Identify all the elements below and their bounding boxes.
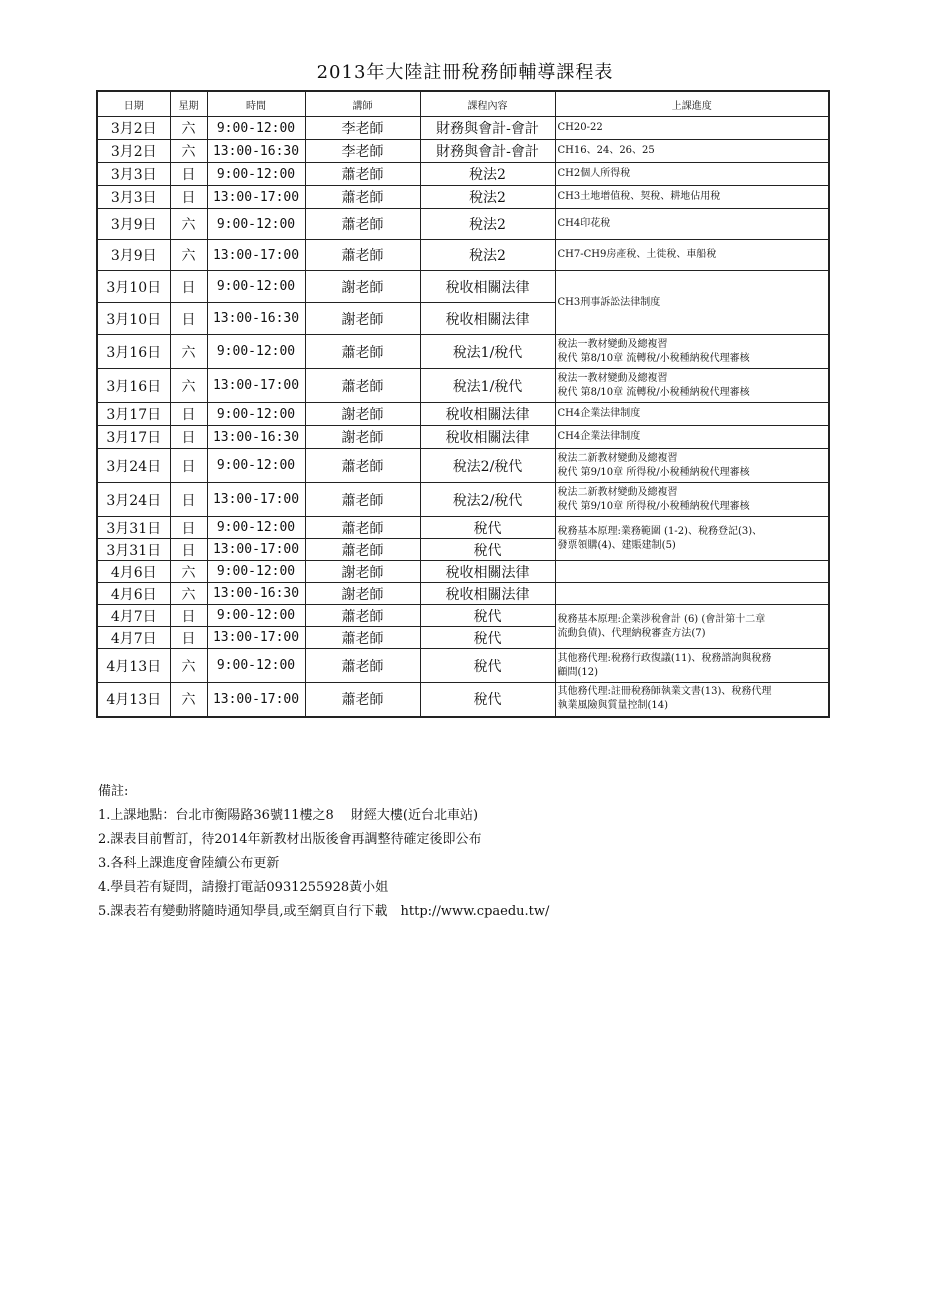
cell-time: 13:00-17:00 [207, 186, 305, 209]
table-row [97, 369, 829, 403]
page-title: 2013年大陸註冊稅務師輔導課程表 [316, 62, 614, 83]
table-row [97, 426, 829, 449]
cell-progress [555, 426, 829, 449]
cell-course: 稅法2/稅代 [420, 449, 555, 483]
cell-date: 3月24日 [97, 449, 170, 483]
progress-line: 稅法二新教材變動及總複習 [557, 486, 678, 498]
cell-progress [555, 163, 829, 186]
cell-course: 稅收相關法律 [420, 271, 555, 303]
progress-line: 其他務代理:註冊稅務師執業文書(13)、稅務代理 [557, 686, 772, 698]
header-time: 時間 [207, 91, 305, 117]
cell-time: 9:00-12:00 [207, 271, 305, 303]
table-row [97, 335, 829, 369]
cell-date: 3月9日 [97, 209, 170, 240]
cell-date: 3月3日 [97, 186, 170, 209]
cell-date: 3月16日 [97, 369, 170, 403]
cell-weekday: 六 [170, 335, 207, 369]
cell-time: 13:00-17:00 [207, 539, 305, 561]
cell-date: 4月13日 [97, 649, 170, 683]
cell-date: 3月24日 [97, 483, 170, 517]
cell-date: 3月31日 [97, 539, 170, 561]
cell-teacher: 蕭老師 [305, 335, 420, 369]
cell-date: 3月2日 [97, 117, 170, 140]
cell-weekday: 六 [170, 240, 207, 271]
progress-line: 發票領購(4)、建賬建制(5) [557, 539, 676, 551]
cell-weekday: 日 [170, 163, 207, 186]
header-course: 課程內容 [420, 91, 555, 117]
notes-section [98, 780, 549, 924]
note-item: 1.上課地點：台北市衡陽路36號11樓之8 財經大樓(近台北車站) [98, 808, 479, 823]
cell-weekday: 六 [170, 583, 207, 605]
cell-progress-empty [555, 583, 829, 605]
cell-time: 9:00-12:00 [207, 335, 305, 369]
cell-course: 稅法2 [420, 209, 555, 240]
header-date: 日期 [97, 91, 170, 117]
cell-course: 稅收相關法律 [420, 561, 555, 583]
progress-line: 稅代 第9/10章 所得稅/小稅種納稅代理審核 [557, 466, 750, 478]
notes-heading: 備註: [98, 784, 129, 799]
cell-weekday: 日 [170, 627, 207, 649]
table-row [97, 271, 829, 303]
cell-course: 財務與會計-會計 [420, 140, 555, 163]
cell-teacher: 謝老師 [305, 303, 420, 335]
cell-date: 4月6日 [97, 583, 170, 605]
table-row [97, 163, 829, 186]
cell-time: 9:00-12:00 [207, 449, 305, 483]
cell-teacher: 謝老師 [305, 271, 420, 303]
cell-weekday: 六 [170, 649, 207, 683]
table-row [97, 186, 829, 209]
cell-time: 13:00-17:00 [207, 683, 305, 717]
cell-time: 13:00-17:00 [207, 240, 305, 271]
cell-weekday: 日 [170, 449, 207, 483]
cell-time: 13:00-16:30 [207, 583, 305, 605]
table-row [97, 649, 829, 683]
cell-course: 稅收相關法律 [420, 403, 555, 426]
cell-weekday: 日 [170, 426, 207, 449]
progress-line: 執業風險與質量控制(14) [557, 700, 669, 712]
cell-progress [555, 271, 829, 335]
cell-time: 9:00-12:00 [207, 163, 305, 186]
progress-line: 稅代 第8/10章 流轉稅/小稅種納稅代理審核 [557, 386, 750, 398]
cell-teacher: 蕭老師 [305, 449, 420, 483]
cell-teacher: 謝老師 [305, 426, 420, 449]
cell-weekday: 日 [170, 539, 207, 561]
progress-line: CH20-22 [557, 122, 603, 133]
cell-weekday: 六 [170, 683, 207, 717]
table-row [97, 240, 829, 271]
cell-teacher: 蕭老師 [305, 683, 420, 717]
progress-line: 稅代 第9/10章 所得稅/小稅種納稅代理審核 [557, 500, 750, 512]
table-row [97, 209, 829, 240]
cell-teacher: 蕭老師 [305, 209, 420, 240]
cell-weekday: 日 [170, 271, 207, 303]
progress-line: 稅務基本原理:業務範圍 (1-2)、稅務登記(3)、 [557, 525, 763, 537]
cell-progress [555, 517, 829, 561]
progress-line: CH3刑事訴訟法律制度 [557, 296, 661, 308]
cell-course: 財務與會計-會計 [420, 117, 555, 140]
table-row [97, 117, 829, 140]
header-progress: 上課進度 [555, 91, 829, 117]
progress-line: 顧問(12) [557, 666, 599, 678]
cell-progress [555, 369, 829, 403]
progress-line: CH2個人所得稅 [557, 168, 631, 179]
cell-progress [555, 209, 829, 240]
cell-course: 稅代 [420, 683, 555, 717]
table-row [97, 605, 829, 627]
cell-progress-empty [555, 561, 829, 583]
cell-teacher: 謝老師 [305, 583, 420, 605]
table-row [97, 561, 829, 583]
cell-course: 稅法1/稅代 [420, 335, 555, 369]
cell-weekday: 日 [170, 483, 207, 517]
cell-course: 稅代 [420, 539, 555, 561]
cell-teacher: 蕭老師 [305, 186, 420, 209]
cell-progress [555, 335, 829, 369]
cell-time: 9:00-12:00 [207, 403, 305, 426]
cell-date: 4月13日 [97, 683, 170, 717]
cell-time: 9:00-12:00 [207, 561, 305, 583]
progress-line: CH4企業法律制度 [557, 408, 641, 419]
note-item: 5.課表若有變動將隨時通知學員,或至網頁自行下載 http://www.cpaedu.tw/ [98, 904, 550, 919]
cell-course: 稅法2 [420, 163, 555, 186]
cell-teacher: 李老師 [305, 117, 420, 140]
cell-progress [555, 683, 829, 717]
cell-time: 13:00-16:30 [207, 140, 305, 163]
cell-time: 13:00-16:30 [207, 303, 305, 335]
table-row [97, 483, 829, 517]
cell-weekday: 日 [170, 303, 207, 335]
cell-course: 稅代 [420, 605, 555, 627]
schedule-table [96, 90, 830, 718]
note-item: 3.各科上課進度會陸續公布更新 [98, 856, 280, 871]
cell-course: 稅代 [420, 517, 555, 539]
cell-course: 稅代 [420, 627, 555, 649]
cell-weekday: 六 [170, 140, 207, 163]
cell-progress [555, 140, 829, 163]
cell-date: 3月10日 [97, 303, 170, 335]
cell-teacher: 李老師 [305, 140, 420, 163]
cell-time: 13:00-17:00 [207, 627, 305, 649]
cell-date: 4月7日 [97, 627, 170, 649]
cell-date: 3月16日 [97, 335, 170, 369]
cell-date: 4月7日 [97, 605, 170, 627]
header-teacher: 講師 [305, 91, 420, 117]
progress-line: 其他務代理:稅務行政復議(11)、稅務諮詢與稅務 [557, 652, 772, 664]
header-weekday: 星期 [170, 91, 207, 117]
cell-weekday: 日 [170, 186, 207, 209]
cell-teacher: 蕭老師 [305, 605, 420, 627]
cell-teacher: 謝老師 [305, 403, 420, 426]
cell-weekday: 日 [170, 517, 207, 539]
table-row [97, 449, 829, 483]
progress-line: CH16、24、26、25 [557, 145, 655, 156]
cell-time: 9:00-12:00 [207, 209, 305, 240]
progress-line: 稅法一教材變動及總複習 [557, 338, 668, 350]
cell-time: 9:00-12:00 [207, 117, 305, 140]
cell-time: 13:00-17:00 [207, 369, 305, 403]
progress-line: 稅代 第8/10章 流轉稅/小稅種納稅代理審核 [557, 352, 750, 364]
table-row [97, 140, 829, 163]
cell-course: 稅法2 [420, 240, 555, 271]
cell-teacher: 蕭老師 [305, 517, 420, 539]
cell-progress [555, 649, 829, 683]
cell-date: 4月6日 [97, 561, 170, 583]
progress-line: 稅法一教材變動及總複習 [557, 372, 668, 384]
cell-date: 3月10日 [97, 271, 170, 303]
cell-weekday: 六 [170, 209, 207, 240]
cell-time: 9:00-12:00 [207, 649, 305, 683]
cell-weekday: 六 [170, 561, 207, 583]
cell-time: 13:00-17:00 [207, 483, 305, 517]
cell-time: 9:00-12:00 [207, 605, 305, 627]
cell-course: 稅代 [420, 649, 555, 683]
progress-line: CH4印花稅 [557, 218, 611, 229]
cell-teacher: 蕭老師 [305, 649, 420, 683]
progress-line: 稅法二新教材變動及總複習 [557, 452, 678, 464]
progress-line: 流動負債)、代理納稅審查方法(7) [557, 627, 706, 639]
progress-line: 稅務基本原理:企業涉稅會計 (6) (會計第十二章 [557, 613, 766, 625]
cell-progress [555, 449, 829, 483]
cell-course: 稅法1/稅代 [420, 369, 555, 403]
cell-weekday: 六 [170, 117, 207, 140]
cell-course: 稅法2/稅代 [420, 483, 555, 517]
cell-course: 稅法2 [420, 186, 555, 209]
cell-teacher: 蕭老師 [305, 483, 420, 517]
table-header-row [97, 91, 829, 117]
table-row [97, 403, 829, 426]
cell-teacher: 蕭老師 [305, 627, 420, 649]
cell-course: 稅收相關法律 [420, 426, 555, 449]
table-row [97, 683, 829, 717]
cell-teacher: 蕭老師 [305, 369, 420, 403]
cell-date: 3月2日 [97, 140, 170, 163]
cell-teacher: 謝老師 [305, 561, 420, 583]
note-item: 4.學員若有疑問，請撥打電話0931255928黃小姐 [98, 880, 389, 895]
cell-progress [555, 605, 829, 649]
cell-weekday: 日 [170, 403, 207, 426]
cell-time: 9:00-12:00 [207, 517, 305, 539]
cell-date: 3月17日 [97, 426, 170, 449]
cell-course: 稅收相關法律 [420, 583, 555, 605]
table-row [97, 583, 829, 605]
cell-weekday: 日 [170, 605, 207, 627]
cell-date: 3月3日 [97, 163, 170, 186]
progress-line: CH3土地增值稅、契稅、耕地佔用稅 [557, 191, 721, 202]
cell-progress [555, 240, 829, 271]
cell-weekday: 六 [170, 369, 207, 403]
cell-teacher: 蕭老師 [305, 163, 420, 186]
note-item: 2.課表目前暫訂，待2014年新教材出版後會再調整待確定後即公布 [98, 832, 482, 847]
cell-date: 3月17日 [97, 403, 170, 426]
cell-course: 稅收相關法律 [420, 303, 555, 335]
cell-progress [555, 117, 829, 140]
cell-progress [555, 403, 829, 426]
progress-line: CH7-CH9房產稅、土徙稅、車船稅 [557, 249, 717, 260]
table-row [97, 517, 829, 539]
cell-progress [555, 186, 829, 209]
cell-teacher: 蕭老師 [305, 539, 420, 561]
progress-line: CH4企業法律制度 [557, 431, 641, 442]
cell-time: 13:00-16:30 [207, 426, 305, 449]
cell-progress [555, 483, 829, 517]
cell-date: 3月9日 [97, 240, 170, 271]
cell-teacher: 蕭老師 [305, 240, 420, 271]
cell-date: 3月31日 [97, 517, 170, 539]
